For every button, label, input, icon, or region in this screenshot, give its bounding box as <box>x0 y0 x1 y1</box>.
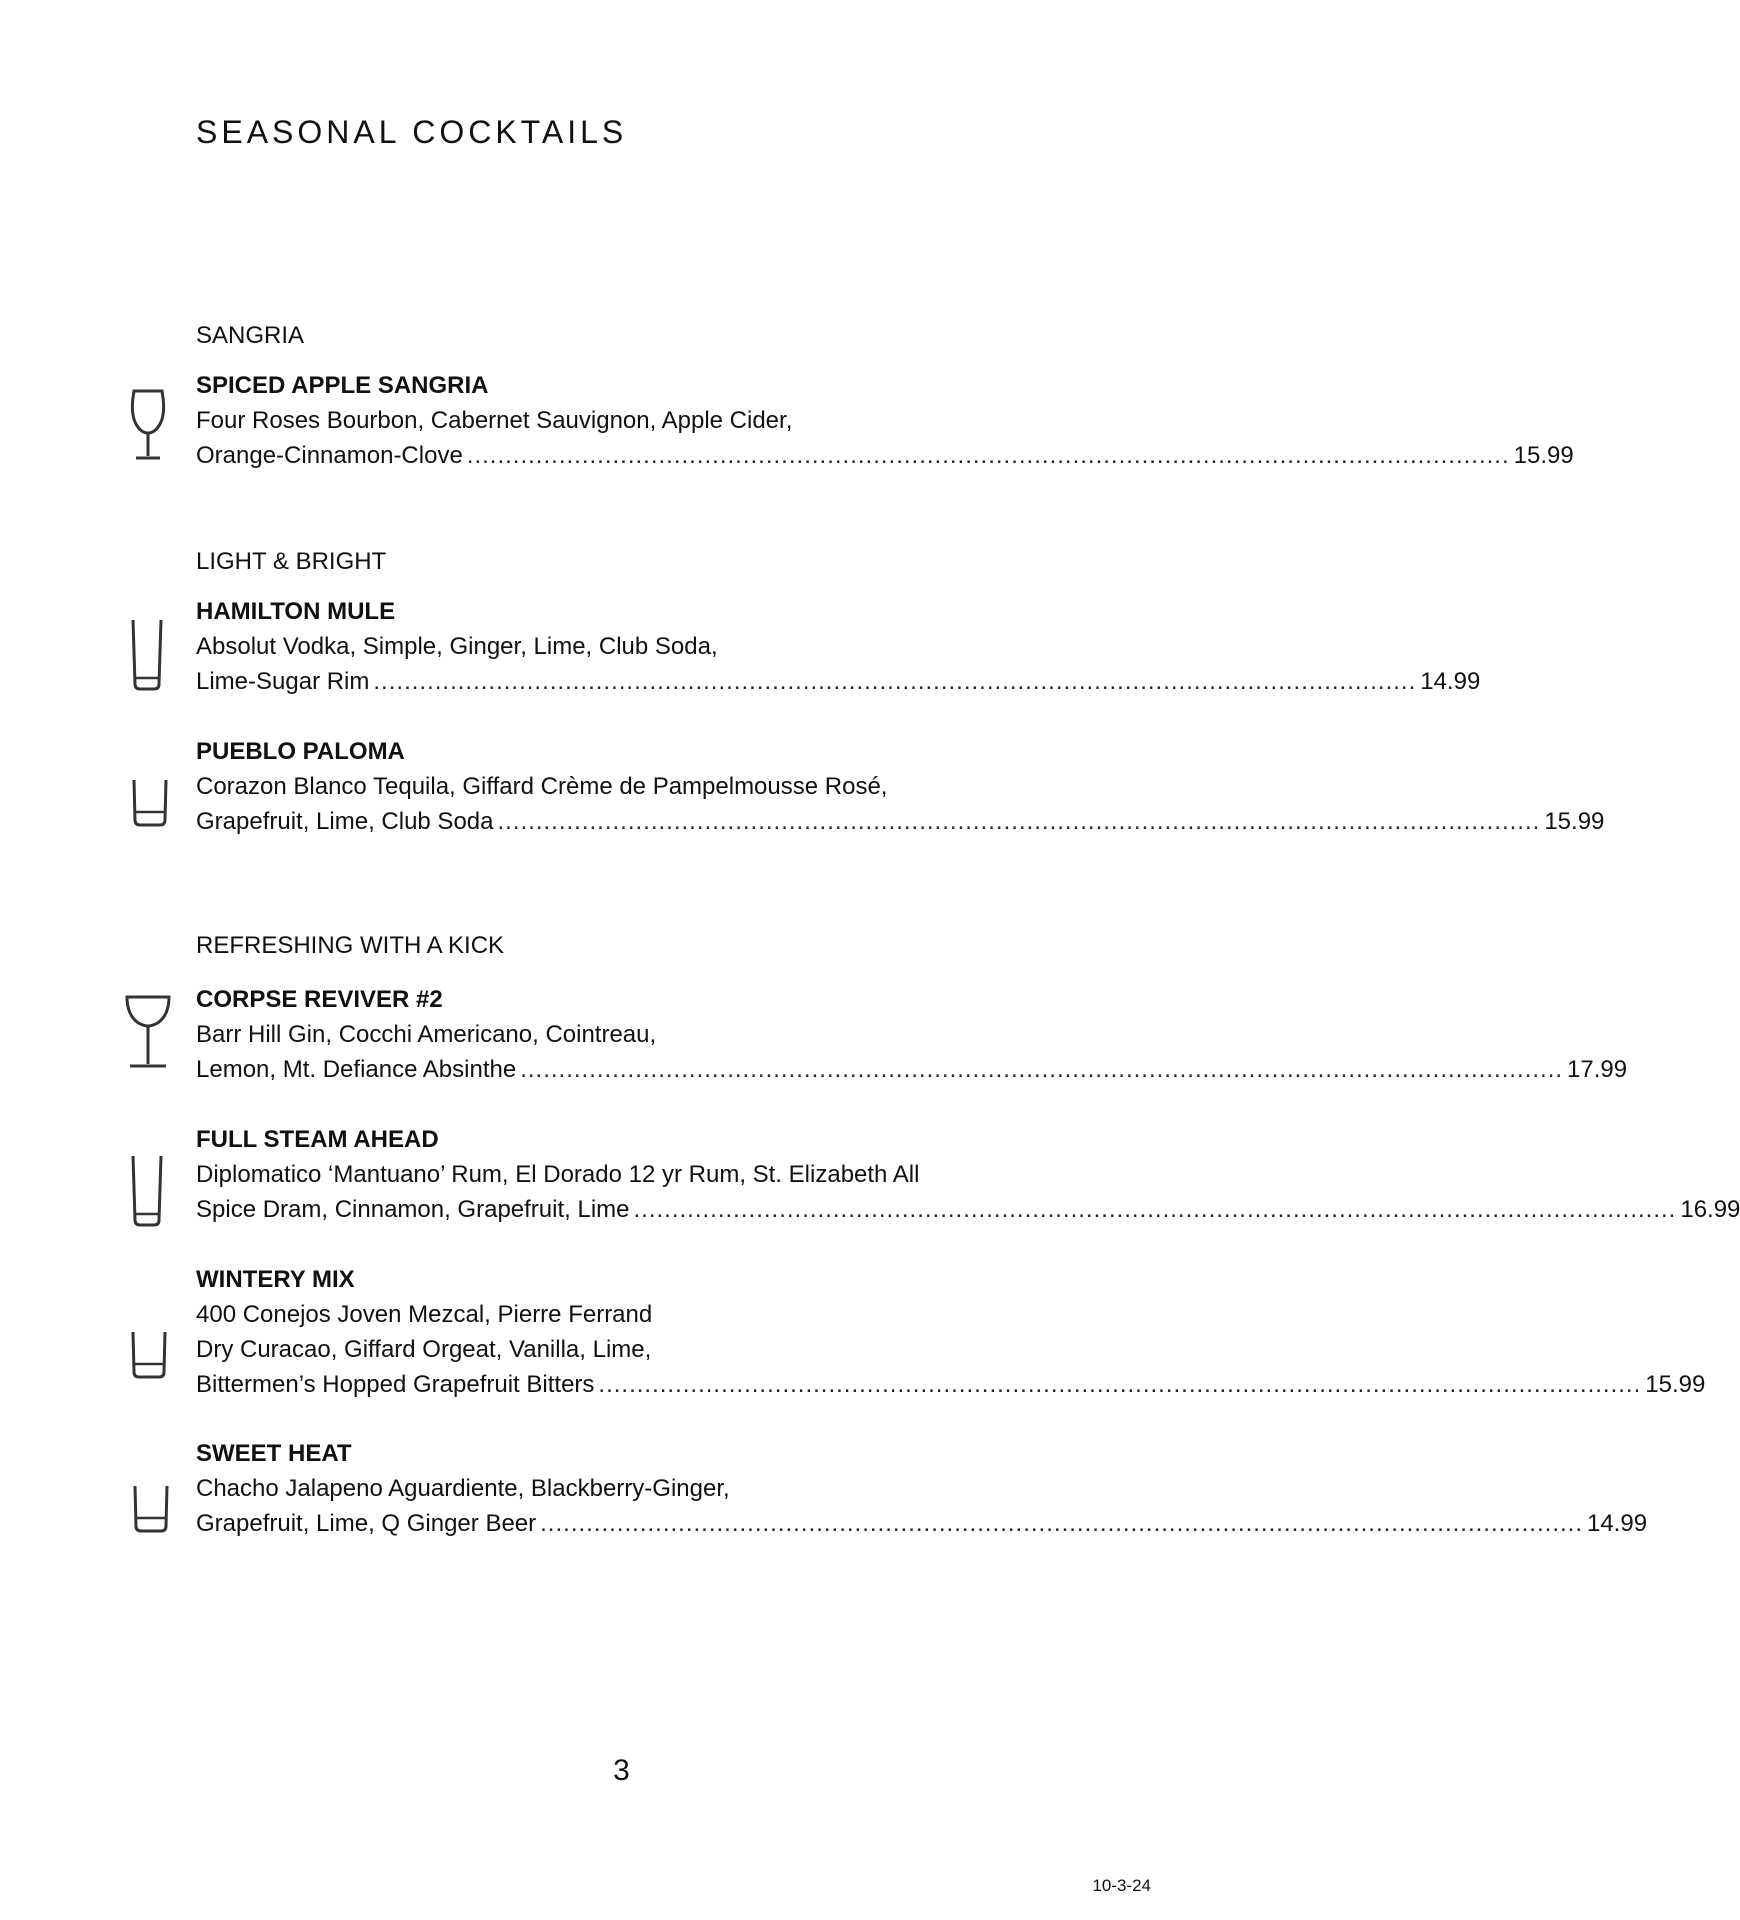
item-description: Orange-Cinnamon-Clove <box>196 442 463 469</box>
menu-item-spiced-apple-sangria <box>196 368 1574 473</box>
item-description: Bittermen’s Hopped Grapefruit Bitters <box>196 1371 595 1398</box>
menu-item-pueblo-paloma <box>196 734 1605 839</box>
item-description: Dry Curacao, Giffard Orgeat, Vanilla, Lime, <box>196 1336 652 1363</box>
item-description: Four Roses Bourbon, Cabernet Sauvignon, Apple Cider, <box>196 407 793 434</box>
item-description: Absolut Vodka, Simple, Ginger, Lime, Club Soda, <box>196 633 718 660</box>
item-price: 15.99 <box>1544 808 1605 835</box>
section-heading-light-bright: LIGHT & BRIGHT <box>196 548 387 575</box>
item-name: WINTERY MIX <box>196 1266 355 1293</box>
highball-glass-icon <box>130 618 164 692</box>
wine-glass-icon <box>128 388 168 464</box>
item-price: 14.99 <box>1586 1510 1648 1537</box>
section-heading-refreshing-with-a-kick: REFRESHING WITH A KICK <box>196 932 505 959</box>
dot-leader: ........................................................................................................................................ <box>598 1371 1642 1398</box>
item-description: Lemon, Mt. Defiance Absinthe <box>196 1056 517 1083</box>
rocks-glass-icon <box>130 1330 168 1380</box>
menu-item-corpse-reviver <box>196 982 1628 1087</box>
item-price: 15.99 <box>1513 442 1574 469</box>
item-description: Lime-Sugar Rim <box>196 668 370 695</box>
coupe-glass-icon <box>124 994 172 1072</box>
item-description: Spice Dram, Cinnamon, Grapefruit, Lime <box>196 1196 630 1223</box>
page-title: SEASONAL COCKTAILS <box>196 114 628 150</box>
item-price: 14.99 <box>1420 668 1481 695</box>
section-heading-sangria: SANGRIA <box>196 322 305 349</box>
item-description: Grapefruit, Lime, Q Ginger Beer <box>196 1510 537 1537</box>
highball-glass-icon <box>130 1154 164 1228</box>
item-name: HAMILTON MULE <box>196 598 396 625</box>
dot-leader: ........................................................................................................................................ <box>497 808 1541 835</box>
item-name: PUEBLO PALOMA <box>196 738 405 765</box>
item-price: 16.99 <box>1680 1196 1740 1223</box>
menu-item-sweet-heat <box>196 1436 1648 1541</box>
rocks-glass-icon <box>132 1484 170 1534</box>
item-price: 17.99 <box>1567 1056 1628 1083</box>
item-description: Chacho Jalapeno Aguardiente, Blackberry-Ginger, <box>196 1475 730 1502</box>
dot-leader: ........................................................................................................................................ <box>633 1196 1677 1223</box>
item-name: FULL STEAM AHEAD <box>196 1126 439 1153</box>
page-number: 3 <box>613 1754 630 1787</box>
item-price: 15.99 <box>1645 1371 1706 1398</box>
menu-item-wintery-mix <box>196 1262 1706 1402</box>
item-description: Diplomatico ‘Mantuano’ Rum, El Dorado 12 yr Rum, St. Elizabeth All <box>196 1161 920 1188</box>
date-code: 10-3-24 <box>1092 1876 1151 1895</box>
item-description: Corazon Blanco Tequila, Giffard Crème de Pampelmousse Rosé, <box>196 773 888 800</box>
item-description: 400 Conejos Joven Mezcal, Pierre Ferrand <box>196 1301 653 1328</box>
menu-item-hamilton-mule <box>196 594 1481 699</box>
item-name: SPICED APPLE SANGRIA <box>196 372 489 399</box>
item-name: SWEET HEAT <box>196 1440 352 1467</box>
dot-leader: ........................................................................................................................................ <box>373 668 1417 695</box>
menu-item-full-steam-ahead <box>196 1122 1740 1227</box>
item-description: Barr Hill Gin, Cocchi Americano, Cointreau, <box>196 1021 657 1048</box>
item-description: Grapefruit, Lime, Club Soda <box>196 808 494 835</box>
dot-leader: ........................................................................................................................................ <box>540 1510 1583 1537</box>
rocks-glass-icon <box>131 778 169 828</box>
dot-leader: ........................................................................................................................................ <box>520 1056 1564 1083</box>
item-name: CORPSE REVIVER #2 <box>196 986 443 1013</box>
dot-leader: ........................................................................................................................................ <box>466 442 1510 469</box>
